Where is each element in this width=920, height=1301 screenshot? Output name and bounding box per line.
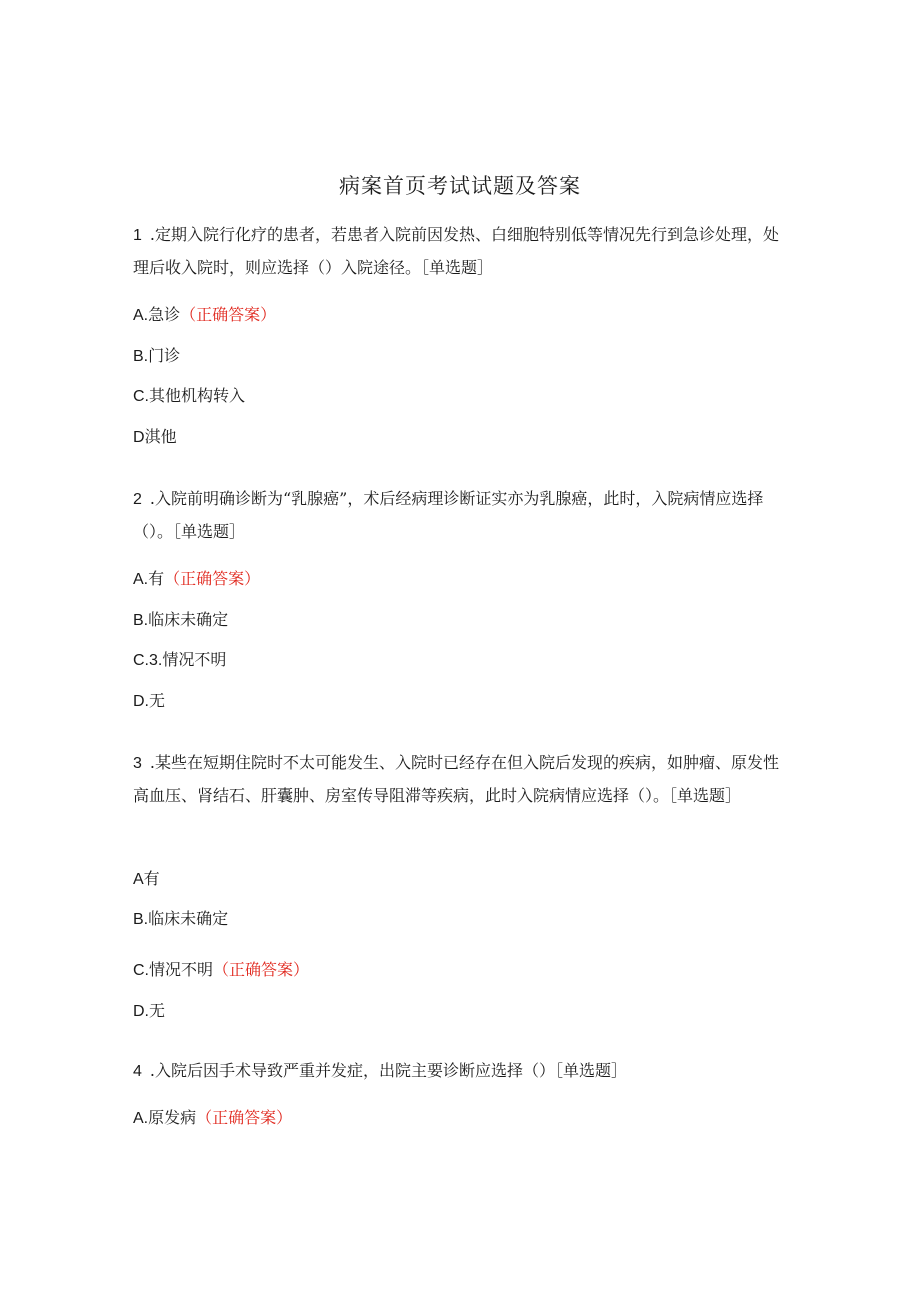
option-text: 无 bbox=[149, 691, 166, 710]
option-text: 无 bbox=[149, 1001, 166, 1020]
correct-answer-mark: （正确答案） bbox=[180, 305, 277, 324]
option-letter: B. bbox=[133, 911, 149, 928]
option-letter: B. bbox=[133, 348, 149, 365]
option-letter: A bbox=[133, 871, 144, 888]
option-letter: B. bbox=[133, 612, 149, 629]
question-text: .入院前明确诊断为“乳腺癌”，术后经病理诊断证实亦为乳腺癌，此时，入院病情应选择（）。［单选题］ bbox=[133, 489, 764, 541]
option-letter: A. bbox=[133, 571, 149, 588]
option-text: 其他机构转入 bbox=[149, 386, 246, 405]
option-letter: D. bbox=[133, 1003, 149, 1020]
question-text: .定期入院行化疗的患者，若患者入院前因发热、白细胞特别低等情况先行到急诊处理，处理后收入院时，则应选择（）入院途径。［单选题］ bbox=[133, 225, 779, 277]
question-number: 4 bbox=[133, 1063, 142, 1080]
option-d bbox=[133, 1000, 165, 1023]
option-letter: D. bbox=[133, 693, 149, 710]
option-text: 情况不明 bbox=[162, 650, 227, 669]
question-number: 1 bbox=[133, 227, 142, 244]
option-text: 门诊 bbox=[148, 346, 181, 365]
option-text: 有 bbox=[148, 569, 165, 588]
option-b bbox=[133, 609, 228, 632]
option-d bbox=[133, 426, 177, 449]
option-text: 情况不明 bbox=[149, 960, 214, 979]
option-a bbox=[133, 868, 160, 891]
option-a bbox=[133, 304, 276, 327]
option-letter: C. bbox=[133, 962, 149, 979]
question-text: .入院后因手术导致严重并发症，出院主要诊断应选择（）［单选题］ bbox=[149, 1061, 627, 1080]
page-title: 病案首页考试试题及答案 bbox=[339, 174, 581, 198]
correct-answer-mark: （正确答案） bbox=[213, 960, 310, 979]
option-a bbox=[133, 568, 260, 591]
question-1-stem bbox=[133, 219, 793, 284]
option-text: 临床未确定 bbox=[148, 610, 229, 629]
question-number: 3 bbox=[133, 755, 142, 772]
option-text: 淇他 bbox=[144, 427, 177, 446]
option-text: 急诊 bbox=[148, 305, 181, 324]
option-letter: A. bbox=[133, 307, 149, 324]
option-text: 原发病 bbox=[148, 1108, 197, 1127]
option-letter: A. bbox=[133, 1110, 149, 1127]
question-3-stem bbox=[133, 747, 783, 812]
option-b bbox=[133, 908, 228, 931]
option-c bbox=[133, 649, 226, 672]
option-d bbox=[133, 690, 165, 713]
option-a bbox=[133, 1107, 292, 1130]
question-4-stem bbox=[133, 1055, 793, 1088]
option-text: 临床未确定 bbox=[148, 909, 229, 928]
option-c bbox=[133, 385, 245, 408]
correct-answer-mark: （正确答案） bbox=[196, 1108, 293, 1127]
question-text: .某些在短期住院时不太可能发生、入院时已经存在但入院后发现的疾病，如肿瘤、原发性高血压、肾结石、肝囊肿、房室传导阻滞等疾病，此时入院病情应选择（）。［单选题］ bbox=[133, 753, 779, 805]
option-letter: C. bbox=[133, 388, 149, 405]
option-b bbox=[133, 345, 180, 368]
option-letter: C.3. bbox=[133, 652, 163, 669]
option-c bbox=[133, 959, 309, 982]
question-2-stem bbox=[133, 483, 793, 548]
question-number: 2 bbox=[133, 491, 142, 508]
option-text: 有 bbox=[143, 869, 160, 888]
correct-answer-mark: （正确答案） bbox=[164, 569, 261, 588]
option-letter: D bbox=[133, 429, 145, 446]
